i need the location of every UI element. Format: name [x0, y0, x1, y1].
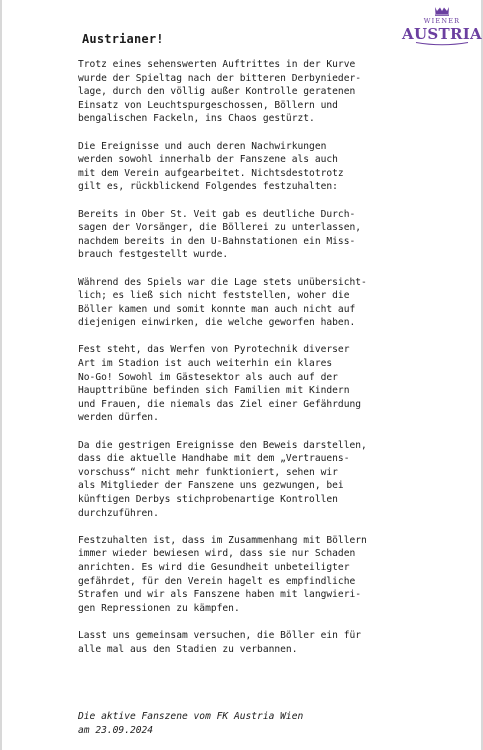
- paragraph: [78, 439, 478, 521]
- text-line: wurde der Spieltag nach der bitteren Derbynieder-: [78, 72, 362, 84]
- text-line: mit dem Verein aufgearbeitet. Nichtsdestotrotz: [78, 167, 344, 179]
- text-line: werden sowohl innerhalb der Fanszene als auch: [78, 154, 338, 166]
- text-line: werden dürfen.: [78, 412, 159, 424]
- statement-body: [78, 58, 478, 670]
- page-edge-left: [0, 0, 2, 750]
- page-title: Austrianer!: [82, 32, 164, 46]
- text-line: dass die aktuelle Handhabe mit dem „Vertrauens-: [78, 453, 350, 465]
- text-line: Da die gestrigen Ereignisse den Beweis darstellen,: [78, 439, 367, 451]
- text-line: sagen der Vorsänger, die Böllerei zu unterlassen,: [78, 222, 362, 234]
- text-line: brauch festgestellt wurde.: [78, 249, 229, 261]
- text-line: Festzuhalten ist, dass im Zusammenhang mit Böllern: [78, 534, 367, 546]
- text-line: Trotz eines sehenswerten Auftrittes in der Kurve: [78, 59, 356, 70]
- text-line: Bereits in Ober St. Veit gab es deutliche Durch-: [78, 208, 356, 220]
- paragraph: [78, 629, 478, 656]
- paragraph: [78, 534, 478, 616]
- text-line: künftigen Derbys stichprobenartige Kontrollen: [78, 494, 338, 505]
- text-line: und Frauen, die niemals das Ziel einer Gefährdung: [78, 398, 362, 410]
- text-line: vorschuss“ nicht mehr funktioniert, sehen wir: [78, 466, 338, 478]
- text-line: lich; es ließ sich nicht feststellen, woher die: [78, 290, 350, 302]
- paragraph: [78, 140, 478, 194]
- text-line: Einsatz von Leuchtspurgeschossen, Böllern und: [78, 99, 338, 111]
- paragraph: [78, 343, 478, 425]
- text-line: No-Go! Sowohl im Gästesektor als auch auf der: [78, 371, 338, 383]
- wiener-austria-logo: [402, 6, 482, 48]
- text-line: gefährdet, für den Verein hagelt es empfindliche: [78, 575, 356, 587]
- text-line: Art im Stadion ist auch weiterhin ein klares: [78, 358, 333, 370]
- logo-main-text: AUSTRIA: [402, 25, 482, 43]
- text-line: nachdem bereits in den U-Bahnstationen ein Miss-: [78, 235, 356, 247]
- text-line: Fest steht, das Werfen von Pyrotechnik diverser: [78, 344, 350, 356]
- text-line: Die Ereignisse und auch deren Nachwirkungen: [78, 140, 327, 152]
- signature-line: Die aktive Fanszene vom FK Austria Wien: [78, 711, 304, 722]
- text-line: gilt es, rückblickend Folgendes festzuhalten:: [78, 181, 338, 193]
- text-line: gen Repressionen zu kämpfen.: [78, 602, 240, 614]
- signature: [78, 710, 303, 737]
- text-line: diejenigen einwirken, die welche geworfen haben.: [78, 317, 356, 329]
- text-line: anrichten. Es wird die Gesundheit unbeteiligter: [78, 561, 350, 573]
- paragraph: [78, 58, 478, 126]
- text-line: Lasst uns gemeinsam versuchen, die Böller ein für: [78, 629, 362, 641]
- logo-top-text: WIENER: [423, 17, 461, 25]
- signature-date: am 23.09.2024: [78, 724, 154, 736]
- text-line: als Mitglieder der Fanszene uns gezwungen, bei: [78, 480, 344, 492]
- text-line: Strafen und wir als Fanszene haben mit langwieri-: [78, 589, 362, 601]
- text-line: alle mal aus den Stadien zu verbannen.: [78, 643, 298, 655]
- text-line: Haupttribüne befinden sich Familien mit Kindern: [78, 385, 350, 397]
- text-line: Böller kamen und somit konnte man auch nicht auf: [78, 303, 356, 315]
- paragraph: [78, 208, 478, 262]
- text-line: Während des Spiels war die Lage stets unübersicht-: [78, 276, 367, 288]
- text-line: bengalischen Fackeln, ins Chaos gestürzt.: [78, 113, 315, 125]
- text-line: durchzuführen.: [78, 507, 159, 519]
- text-line: lage, durch den völlig außer Kontrolle geratenen: [78, 86, 356, 98]
- text-line: immer wieder bewiesen wird, dass sie nur Schaden: [78, 548, 356, 560]
- paragraph: [78, 276, 478, 330]
